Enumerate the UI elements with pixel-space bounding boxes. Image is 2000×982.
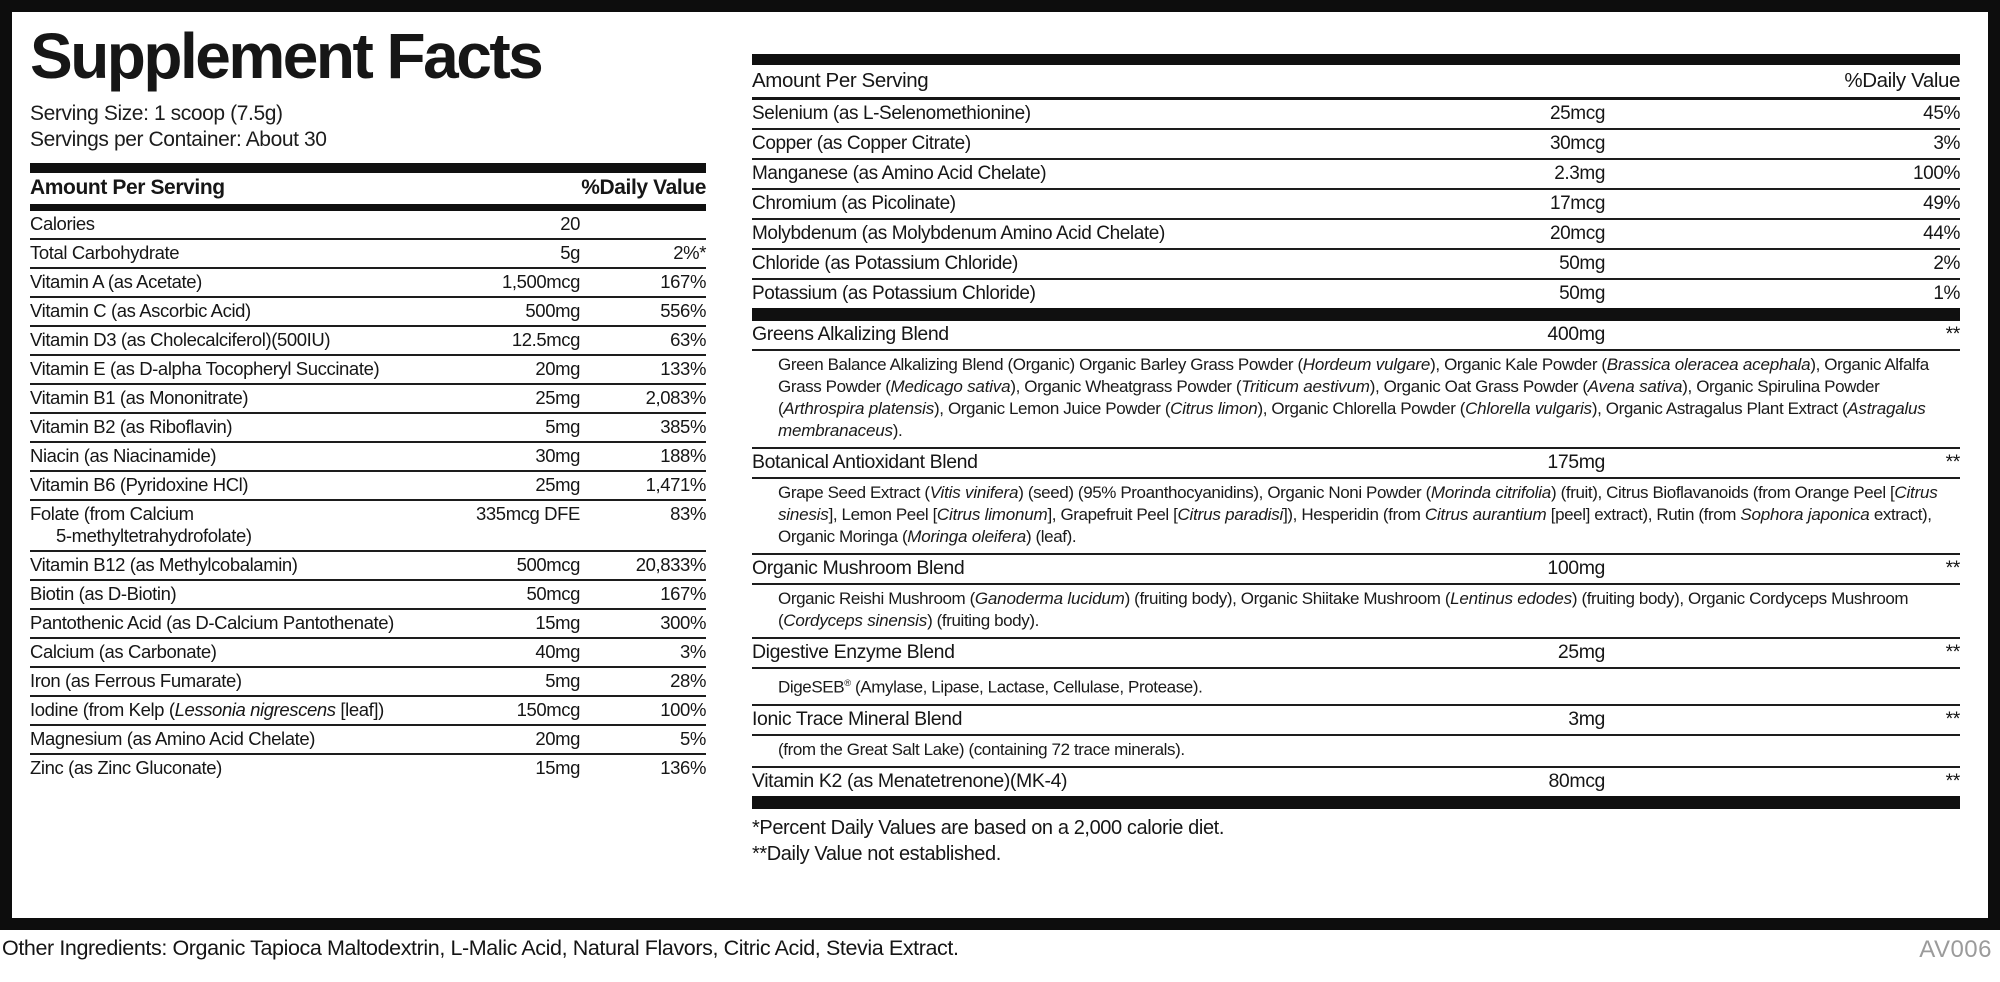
left-column	[30, 18, 706, 918]
blend-description: Grape Seed Extract (Vitis vinifera) (seed) (95% Proanthocyanidins), Organic Noni Powder (Morinda citrifolia) (fruit), Citrus Bioflavanoids (from Orange Peel [Citrus sinesis], Lemon Peel [Citrus limonum], Grapefruit Peel [Citrus paradisi]), Hesperidin (from Citrus aurantium [peel] extract), Rutin (from Sophora japonica extract), Organic Moringa (Moringa oleifera) (leaf).	[752, 477, 1960, 553]
nutrient-name: Iron (as Ferrous Fumarate)	[30, 670, 242, 692]
nutrient-amount: 17mcg	[1549, 193, 1605, 214]
nutrient-daily-value: 44%	[1923, 223, 1960, 244]
nutrient-daily-value: 167%	[660, 271, 706, 293]
nutrient-amount: 335mcg DFE	[476, 503, 580, 525]
nutrient-amount: 50mcg	[526, 583, 580, 605]
nutrient-amount: 500mcg	[516, 554, 580, 576]
blend-name: Ionic Trace Mineral Blend	[752, 707, 963, 730]
left-table-body	[30, 211, 706, 782]
nutrient-name: Total Carbohydrate	[30, 242, 180, 264]
nutrient-amount: 15mg	[535, 757, 580, 779]
table-row	[30, 354, 706, 383]
nutrient-daily-value: 2%	[1933, 253, 1960, 274]
blend-row	[752, 447, 1960, 477]
nutrient-daily-value: 100%	[1913, 163, 1960, 184]
nutrient-name: Manganese (as Amino Acid Chelate)	[752, 163, 1047, 184]
table-row	[30, 753, 706, 782]
nutrient-amount: 30mg	[535, 445, 580, 467]
blend-name: Digestive Enzyme Blend	[752, 641, 955, 663]
blend-daily-value: **	[1945, 641, 1960, 663]
nutrient-daily-value: 133%	[660, 358, 706, 380]
nutrient-amount: 30mcg	[1549, 133, 1605, 154]
blend-daily-value: **	[1945, 451, 1960, 473]
nutrient-daily-value: 100%	[660, 699, 706, 721]
table-row	[752, 218, 1960, 248]
nutrient-name: Pantothenic Acid (as D-Calcium Pantothenate)	[30, 612, 394, 634]
table-row	[752, 188, 1960, 218]
nutrient-amount: 25mg	[535, 474, 580, 496]
nutrient-amount: 20mg	[535, 728, 580, 750]
nutrient-amount: 20	[560, 213, 580, 235]
blend-row	[752, 637, 1960, 667]
nutrient-daily-value: 2%*	[673, 242, 706, 264]
blend-daily-value: **	[1945, 323, 1960, 345]
table-row	[30, 695, 706, 724]
right-column	[752, 18, 1960, 918]
blend-name: Greens Alkalizing Blend	[752, 323, 949, 345]
blend-row	[752, 704, 1960, 734]
nutrient-amount: 25mcg	[1549, 103, 1605, 124]
blend-row	[752, 321, 1960, 349]
table-row	[30, 211, 706, 238]
table-row	[752, 248, 1960, 278]
nutrient-name: Chromium (as Picolinate)	[752, 193, 956, 214]
nutrient-amount: 20mcg	[1549, 223, 1605, 244]
nutrient-name: Vitamin B1 (as Mononitrate)	[30, 387, 249, 409]
nutrient-daily-value: 1%	[1933, 283, 1960, 304]
blend-amount: 175mg	[1547, 451, 1605, 473]
nutrient-daily-value: 83%	[670, 503, 706, 525]
footnotes-divider-bar	[752, 796, 1960, 809]
table-row	[30, 666, 706, 695]
blend-amount: 400mg	[1547, 323, 1605, 345]
nutrient-amount: 2.3mg	[1554, 163, 1605, 184]
nutrient-amount: 20mg	[535, 358, 580, 380]
nutrient-daily-value: 2,083%	[645, 387, 706, 409]
nutrient-name: Iodine (from Kelp (Lessonia nigrescens [leaf])	[30, 699, 384, 721]
blend-row	[752, 553, 1960, 583]
nutrient-name: Chloride (as Potassium Chloride)	[752, 253, 1018, 274]
blend-amount: 80mcg	[1548, 769, 1605, 792]
nutrient-amount: 15mg	[535, 612, 580, 634]
footnotes	[752, 815, 1960, 867]
table-row	[30, 608, 706, 637]
right-table-header	[752, 66, 1960, 100]
nutrient-name: Vitamin A (as Acetate)	[30, 271, 202, 293]
blends-section	[752, 321, 1960, 796]
nutrient-name: Potassium (as Potassium Chloride)	[752, 283, 1036, 304]
blend-description: Green Balance Alkalizing Blend (Organic) Organic Barley Grass Powder (Hordeum vulgare), Organic Kale Powder (Brassica oleracea acephala), Organic Alfalfa Grass Powder (Medicago sativa), Organic Wheatgrass Powder (Triticum aestivum), Organic Oat Grass Powder (Avena sativa), Organic Spirulina Powder (Arthrospira platensis), Organic Lemon Juice Powder (Citrus limon), Organic Chlorella Powder (Chlorella vulgaris), Organic Astragalus Plant Extract (Astragalus membranaceus).	[752, 349, 1960, 447]
nutrient-amount: 150mcg	[516, 699, 580, 721]
left-col-name-header: Amount Per Serving	[30, 176, 225, 200]
nutrient-amount: 25mg	[535, 387, 580, 409]
nutrient-name: Vitamin E (as D-alpha Tocopheryl Succinate)	[30, 358, 380, 380]
nutrient-name: Calories	[30, 213, 95, 235]
blend-daily-value: **	[1945, 707, 1960, 730]
nutrient-amount: 5mg	[545, 670, 580, 692]
table-row	[752, 128, 1960, 158]
nutrient-amount: 50mg	[1559, 253, 1605, 274]
table-row	[30, 550, 706, 579]
nutrient-daily-value: 3%	[680, 641, 706, 663]
nutrient-name: Niacin (as Niacinamide)	[30, 445, 217, 467]
table-row	[30, 441, 706, 470]
blend-amount: 100mg	[1547, 557, 1605, 579]
table-row	[30, 238, 706, 267]
table-row	[30, 383, 706, 412]
right-table-top-bar	[752, 54, 1960, 65]
table-row	[30, 724, 706, 753]
table-row	[30, 499, 706, 550]
blend-row	[752, 766, 1960, 796]
nutrient-name: Vitamin B6 (Pyridoxine HCl)	[30, 474, 249, 496]
nutrient-name: Copper (as Copper Citrate)	[752, 133, 971, 154]
right-table-body	[752, 100, 1960, 308]
left-col-dv-header: %Daily Value	[581, 176, 706, 200]
nutrient-amount: 5g	[560, 242, 580, 264]
nutrient-daily-value: 3%	[1933, 133, 1960, 154]
table-row	[30, 412, 706, 441]
nutrient-name: Zinc (as Zinc Gluconate)	[30, 757, 222, 779]
nutrient-daily-value: 300%	[660, 612, 706, 634]
right-col-dv-header: %Daily Value	[1844, 69, 1960, 92]
nutrient-amount: 500mg	[525, 300, 580, 322]
nutrient-daily-value: 49%	[1923, 193, 1960, 214]
nutrient-amount: 12.5mcg	[511, 329, 580, 351]
nutrient-amount: 1,500mcg	[501, 271, 580, 293]
table-row	[752, 278, 1960, 308]
nutrient-daily-value: 188%	[660, 445, 706, 467]
right-col-name-header: Amount Per Serving	[752, 69, 929, 92]
left-table-header	[30, 163, 706, 211]
page-title: Supplement Facts	[30, 20, 542, 92]
blend-name: Organic Mushroom Blend	[752, 557, 965, 579]
table-row	[30, 267, 706, 296]
footnote-not-established: **Daily Value not established.	[752, 842, 1001, 865]
nutrient-name: Folate (from Calcium 5-methyltetrahydrofolate)	[30, 503, 252, 547]
blend-amount: 3mg	[1568, 707, 1605, 730]
nutrient-daily-value: 385%	[660, 416, 706, 438]
table-row	[752, 100, 1960, 128]
table-row	[30, 296, 706, 325]
other-ingredients: Other Ingredients: Organic Tapioca Maltodextrin, L-Malic Acid, Natural Flavors, Citric Acid, Stevia Extract.	[2, 936, 959, 960]
nutrient-name: Calcium (as Carbonate)	[30, 641, 217, 663]
nutrient-name: Vitamin C (as Ascorbic Acid)	[30, 300, 251, 322]
blend-description: DigeSEB® (Amylase, Lipase, Lactase, Cellulase, Protease).	[752, 667, 1960, 704]
table-row	[30, 579, 706, 608]
nutrient-daily-value: 136%	[660, 757, 706, 779]
nutrient-daily-value: 63%	[670, 329, 706, 351]
nutrient-name: Vitamin B12 (as Methylcobalamin)	[30, 554, 298, 576]
nutrient-name: Selenium (as L-Selenomethionine)	[752, 103, 1031, 124]
nutrient-daily-value: 167%	[660, 583, 706, 605]
table-row	[30, 470, 706, 499]
nutrient-name: Vitamin D3 (as Cholecalciferol)(500IU)	[30, 329, 331, 351]
blend-daily-value: **	[1945, 769, 1960, 792]
serving-size: Serving Size: 1 scoop (7.5g)	[30, 102, 283, 126]
blend-daily-value: **	[1945, 557, 1960, 579]
label-code: AV006	[1919, 936, 1992, 963]
table-row	[30, 325, 706, 354]
nutrient-name: Vitamin B2 (as Riboflavin)	[30, 416, 233, 438]
blends-divider-bar	[752, 308, 1960, 321]
blend-name: Vitamin K2 (as Menatetrenone)(MK-4)	[752, 769, 1068, 792]
nutrient-amount: 40mg	[535, 641, 580, 663]
table-row	[752, 158, 1960, 188]
nutrient-name: Molybdenum (as Molybdenum Amino Acid Chelate)	[752, 223, 1165, 244]
label-footer	[2, 936, 1992, 964]
nutrient-daily-value: 1,471%	[645, 474, 706, 496]
nutrient-daily-value: 28%	[670, 670, 706, 692]
blend-name: Botanical Antioxidant Blend	[752, 451, 978, 473]
nutrient-amount: 50mg	[1559, 283, 1605, 304]
servings-per-container: Servings per Container: About 30	[30, 127, 327, 151]
table-row	[30, 637, 706, 666]
serving-info	[30, 101, 706, 152]
nutrient-name: Biotin (as D-Biotin)	[30, 583, 177, 605]
footnote-daily-values: *Percent Daily Values are based on a 2,000 calorie diet.	[752, 816, 1224, 839]
nutrient-daily-value: 45%	[1923, 103, 1960, 124]
nutrient-daily-value: 20,833%	[635, 554, 706, 576]
nutrient-daily-value: 556%	[660, 300, 706, 322]
nutrient-daily-value: 5%	[680, 728, 706, 750]
nutrient-amount: 5mg	[545, 416, 580, 438]
blend-amount: 25mg	[1557, 641, 1605, 663]
blend-description: Organic Reishi Mushroom (Ganoderma lucidum) (fruiting body), Organic Shiitake Mushroom (Lentinus edodes) (fruiting body), Organic Cordyceps Mushroom (Cordyceps sinensis) (fruiting body).	[752, 583, 1960, 637]
blend-description: (from the Great Salt Lake) (containing 72 trace minerals).	[752, 734, 1960, 766]
nutrient-name: Magnesium (as Amino Acid Chelate)	[30, 728, 315, 750]
